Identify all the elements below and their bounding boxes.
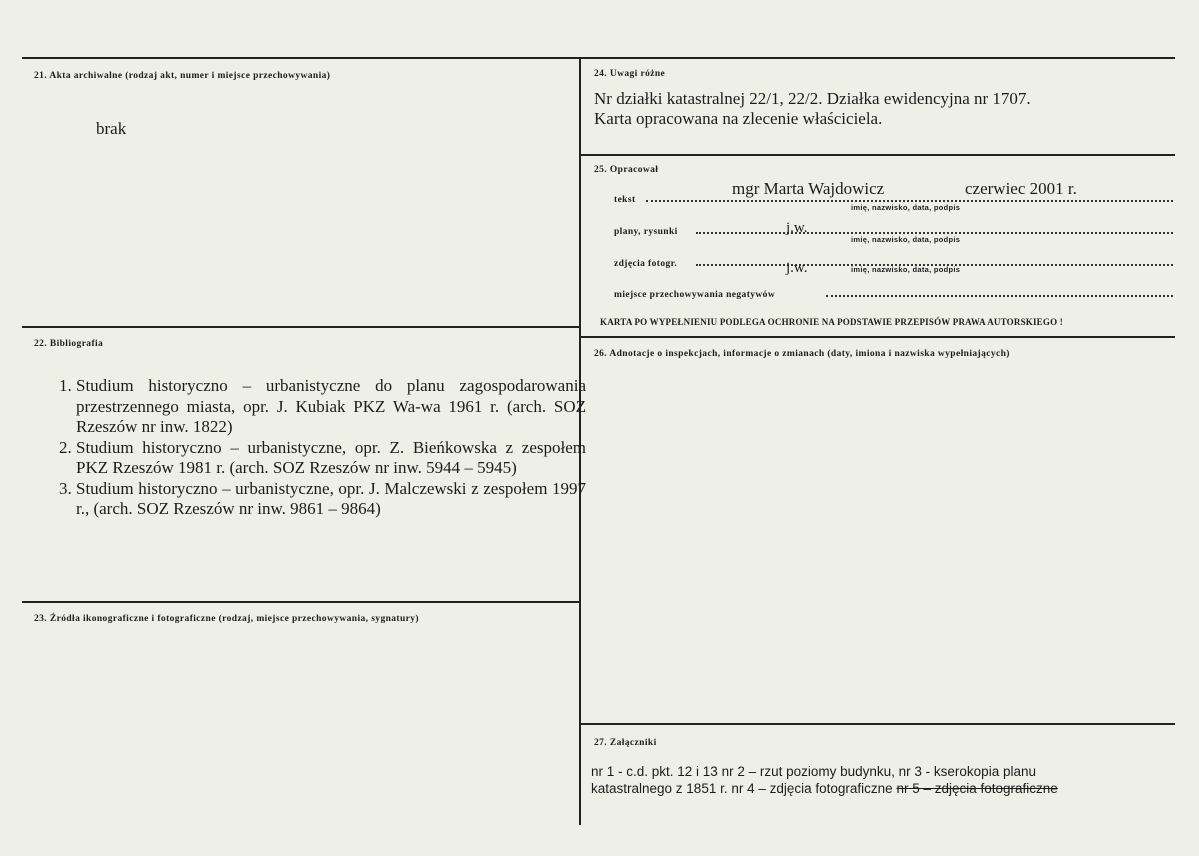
- zdjecia-hint: imię, nazwisko, data, podpis: [851, 265, 961, 274]
- plany-hint: imię, nazwisko, data, podpis: [851, 235, 961, 244]
- plany-dotted-line: [696, 232, 1173, 234]
- divider-25-26: [580, 336, 1175, 338]
- attachments-line1: nr 1 - c.d. pkt. 12 i 13 nr 2 – rzut poziomy budynku, nr 3 - kserokopia planu: [591, 764, 1036, 779]
- bibliography-item: 3. Studium historyczno – urbanistyczne, opr. J. Malczewski z zespołem 1997 r., (arch. SOZ Rzeszów nr inw. 9861 – 9864): [76, 479, 586, 520]
- tekst-label: tekst: [614, 195, 636, 205]
- divider-26-27: [580, 723, 1175, 725]
- section-27-title: 27. Załączniki: [594, 738, 657, 748]
- attachments-struck-item: nr 5 – zdjęcia fotograficzne: [896, 781, 1058, 796]
- bibliography-item: 2. Studium historyczno – urbanistyczne, opr. Z. Bieńkowska z zespołem PKZ Rzeszów 1981 r. (arch. SOZ Rzeszów nr inw. 5944 – 5945): [76, 438, 586, 479]
- tekst-date: czerwiec 2001 r.: [965, 179, 1077, 198]
- divider-24-25: [580, 154, 1175, 156]
- zdjecia-value: j.w.: [786, 260, 808, 276]
- section-22-title: 22. Bibliografia: [34, 339, 104, 349]
- section-24-line2: Karta opracowana na zlecenie właściciela.: [594, 109, 883, 128]
- divider-22-23: [22, 601, 580, 603]
- section-26-title: 26. Adnotacje o inspekcjach, informacje o zmianach (daty, imiona i nazwiska wypełniających): [594, 349, 1010, 359]
- divider-21-22: [22, 326, 580, 328]
- section-23-title: 23. Źródła ikonograficzne i fotograficzne (rodzaj, miejsce przechowywania, sygnatury): [34, 614, 419, 624]
- attachments-line2-text: katastralnego z 1851 r. nr 4 – zdjęcia fotograficzne: [591, 781, 897, 796]
- section-21-title: 21. Akta archiwalne (rodzaj akt, numer i miejsce przechowywania): [34, 71, 331, 81]
- attachments-line2: [591, 781, 1058, 796]
- bibliography-item: 1. Studium historyczno – urbanistyczne do planu zagospodarowania przestrzennego miasta, opr. J. Kubiak PKZ Wa-wa 1961 r. (arch. SOZ Rzeszów nr inw. 1822): [76, 376, 586, 438]
- tekst-dotted-line: [646, 200, 1173, 202]
- plany-label: plany, rysunki: [614, 227, 678, 237]
- section-24-title: 24. Uwagi różne: [594, 69, 666, 79]
- miejsce-dotted-line: [826, 295, 1173, 297]
- section-21-content: brak: [96, 119, 127, 138]
- section-24-line1: Nr działki katastralnej 22/1, 22/2. Działka ewidencyjna nr 1707.: [594, 89, 1031, 108]
- tekst-author: mgr Marta Wajdowicz: [732, 179, 885, 198]
- miejsce-label: miejsce przechowywania negatywów: [614, 290, 776, 300]
- plany-value: j.w.: [786, 220, 808, 236]
- section-25-title: 25. Opracował: [594, 165, 659, 175]
- zdjecia-label: zdjęcia fotogr.: [614, 259, 678, 269]
- copyright-notice: KARTA PO WYPEŁNIENIU PODLEGA OCHRONIE NA PODSTAWIE PRZEPISÓW PRAWA AUTORSKIEGO !: [600, 317, 1063, 327]
- top-border: [22, 57, 1175, 59]
- bibliography-list: [50, 376, 586, 520]
- tekst-hint: imię, nazwisko, data, podpis: [851, 203, 961, 212]
